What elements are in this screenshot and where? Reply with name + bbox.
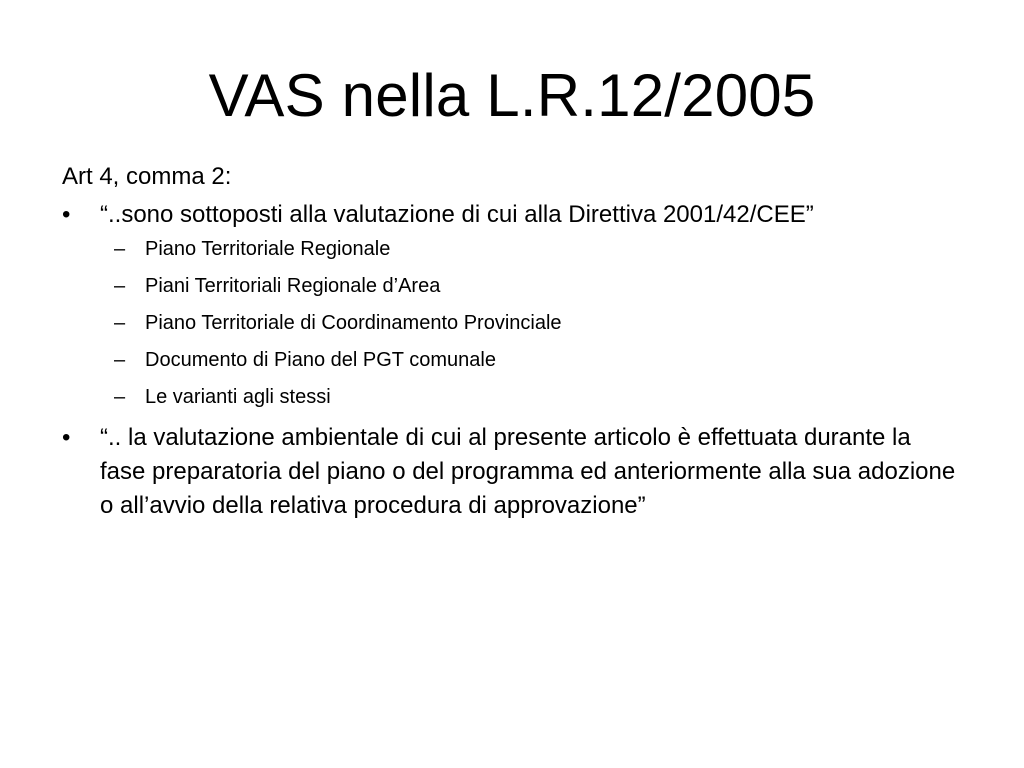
- intro-text: Art 4, comma 2:: [62, 163, 232, 190]
- sub-item-text: Piano Territoriale Regionale: [145, 238, 391, 260]
- bullet-text: “..sono sottoposti alla valutazione di cui alla Direttiva 2001/42/CEE”: [100, 201, 814, 228]
- bullet-item: [62, 421, 962, 523]
- bullet-item: [62, 198, 962, 232]
- sub-item-text: Documento di Piano del PGT comunale: [145, 349, 496, 371]
- bullet-text: “.. la valutazione ambientale di cui al presente articolo è effettuata durante la fase preparatoria del piano o del programma ed anteriormente alla sua adozione o all’avvio della relativa procedura di approvazione”: [100, 424, 956, 519]
- sub-list: [62, 236, 962, 410]
- slide-title: VAS nella L.R.12/2005: [208, 62, 816, 129]
- sub-item: [62, 236, 962, 262]
- dash-marker: –: [114, 312, 126, 334]
- sub-item: [62, 310, 962, 336]
- dash-marker: –: [114, 386, 126, 408]
- sub-item-text: Le varianti agli stessi: [145, 386, 331, 408]
- sub-item: [62, 384, 962, 410]
- sub-item: [62, 347, 962, 373]
- sub-item-text: Piano Territoriale di Coordinamento Provinciale: [145, 312, 562, 334]
- dash-marker: –: [114, 349, 126, 371]
- dash-marker: –: [114, 238, 126, 260]
- bullet-marker: •: [62, 201, 71, 228]
- dash-marker: –: [114, 275, 126, 297]
- bullet-marker: •: [62, 424, 71, 451]
- sub-item-text: Piani Territoriali Regionale d’Area: [145, 275, 441, 297]
- slide-body: [62, 162, 962, 525]
- sub-item: [62, 273, 962, 299]
